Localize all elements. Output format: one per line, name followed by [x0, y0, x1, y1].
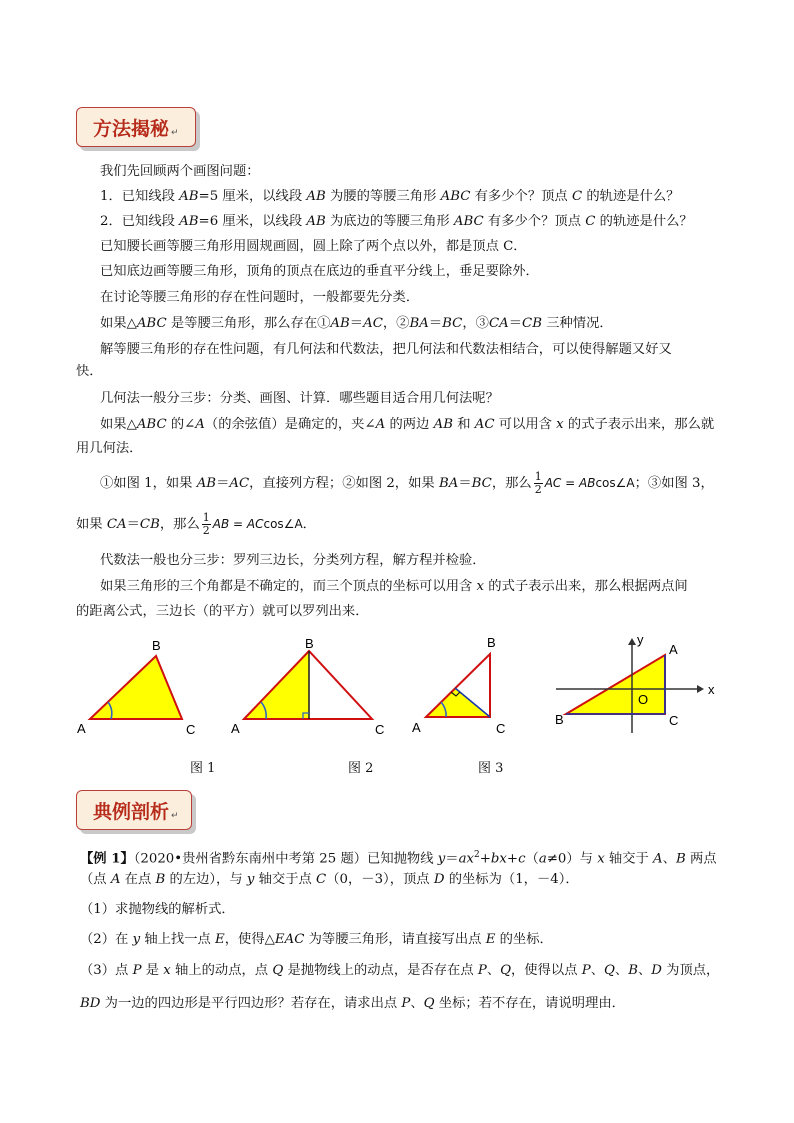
return-mark: ↵ [171, 128, 179, 138]
text-line: 如果△ABC 的∠A（的余弦值）是确定的，夹∠A 的两边 AB 和 AC 可以用含 x 的式子表示出来，那么就 [100, 417, 715, 432]
fraction: $\frac{1}{2}$ [534, 470, 542, 496]
label-B: B [487, 635, 496, 650]
label-B: B [305, 636, 314, 651]
label-B: B [152, 638, 161, 653]
label-B: B [555, 712, 564, 727]
figure-1 [77, 638, 195, 737]
text-line: 代数法一般也分三步：罗列三边长，分类列方程，解方程并检验． [100, 553, 486, 568]
label-O: O [638, 692, 649, 707]
text-line: ①如图 1，如果 AB＝AC，直接列方程；②如图 2，如果 BA＝BC，那么 $\frac{1}{2}$ AC = ABcos∠A；③如图 3， [100, 470, 714, 496]
formula: AB = ACcos∠A [212, 517, 303, 531]
part-3: （3）点 P 是 x 轴上的动点，点 Q 是抛物线上的动点，是否存在点 P、Q，使得以点 P、Q、B、D 为顶点， [80, 963, 720, 978]
text-line: 如果三角形的三个角都是不确定的，而三个顶点的坐标可以用含 x 的式子表示出来，那么根据两点间 [100, 579, 688, 594]
triangle-4 [566, 655, 665, 714]
label-C: C [375, 722, 385, 737]
section-title: 典例剖析 [93, 800, 170, 823]
text-line: 快． [76, 364, 103, 379]
example-line-2: （点 A 在点 B 的左边），与 y 轴交于点 C（0，－3），顶点 D 的坐标为（1，－4）． [80, 872, 579, 887]
y-axis-arrow [628, 638, 636, 645]
figure-4 [555, 632, 715, 733]
fraction: $\frac{1}{2}$ [202, 511, 210, 537]
label-C: C [496, 721, 506, 736]
return-mark: ↵ [171, 811, 179, 821]
figure-2 [231, 636, 384, 737]
label-A: A [412, 720, 421, 735]
question-2: 2．已知线段 AB=6 厘米，以线段 AB 为底边的等腰三角形 ABC 有多少个？顶点 C 的轨迹是什么？ [100, 214, 693, 229]
label-A: A [231, 721, 240, 736]
part-2: （2）在 y 轴上找一点 E，使得△EAC 为等腰三角形，请直接写出点 E 的坐标． [80, 932, 553, 947]
figures-row [0, 628, 794, 778]
figure-caption-3: 图 3 [478, 761, 504, 776]
label-C: C [669, 713, 679, 728]
text-line: 已知底边画等腰三角形，顶角的顶点在底边的垂直平分线上，垂足要除外． [100, 264, 539, 279]
example-tag: 【例 1】 [80, 851, 134, 867]
figure-caption-1: 图 1 [190, 761, 216, 776]
section-title: 方法揭秘 [93, 117, 170, 140]
text-line: 的距离公式，三边长（的平方）就可以罗列出来． [76, 604, 369, 619]
text-line: 几何法一般分三步：分类、画图、计算．哪些题目适合用几何法呢？ [100, 391, 499, 406]
text-line: 如果△ABC 是等腰三角形，那么存在①AB＝AC，②BA＝BC，③CA＝CB 三种情况． [100, 316, 613, 331]
text-line: 如果 CA＝CB，那么 $\frac{1}{2}$ AB = ACcos∠A． [76, 511, 316, 537]
label-A: A [77, 721, 86, 736]
section-header-examples [76, 790, 192, 830]
section-header-method [76, 107, 196, 147]
text-line: 在讨论等腰三角形的存在性问题时，一般都要先分类． [100, 290, 420, 305]
text-line: 用几何法． [76, 441, 143, 456]
triangle-1 [90, 656, 182, 719]
triangle-3-filled [426, 688, 490, 717]
part-3-continued: BD 为一边的四边形是平行四边形？若存在，请求出点 P、Q 坐标；若不存在，请说明理由． [80, 996, 625, 1011]
text-line: 已知腰长画等腰三角形用圆规画圆，圆上除了两个点以外，都是顶点 C． [100, 239, 527, 254]
label-A: A [669, 642, 678, 657]
figure-caption-2: 图 2 [348, 761, 374, 776]
label-x: x [708, 682, 715, 697]
figure-3 [412, 635, 505, 736]
label-C: C [186, 722, 196, 737]
text-line: 解等腰三角形的存在性问题，有几何法和代数法，把几何法和代数法相结合，可以使得解题又好又 [100, 342, 672, 357]
label-y: y [637, 632, 644, 647]
text-line: 我们先回顾两个画图问题： [100, 164, 260, 179]
example-line-1: 【例 1】（2020•贵州省黔东南州中考第 25 题）已知抛物线 $y=ax^2+bx+c(a\ne 0)$与 x 轴交于 A、B 两点 [80, 850, 717, 867]
x-axis-arrow [697, 685, 704, 693]
question-1: 1．已知线段 AB=5 厘米，以线段 AB 为腰的等腰三角形 ABC 有多少个？顶点 C 的轨迹是什么？ [100, 189, 680, 204]
part-1: （1）求抛物线的解析式． [80, 902, 235, 917]
formula: AC = ABcos∠A [544, 476, 635, 490]
